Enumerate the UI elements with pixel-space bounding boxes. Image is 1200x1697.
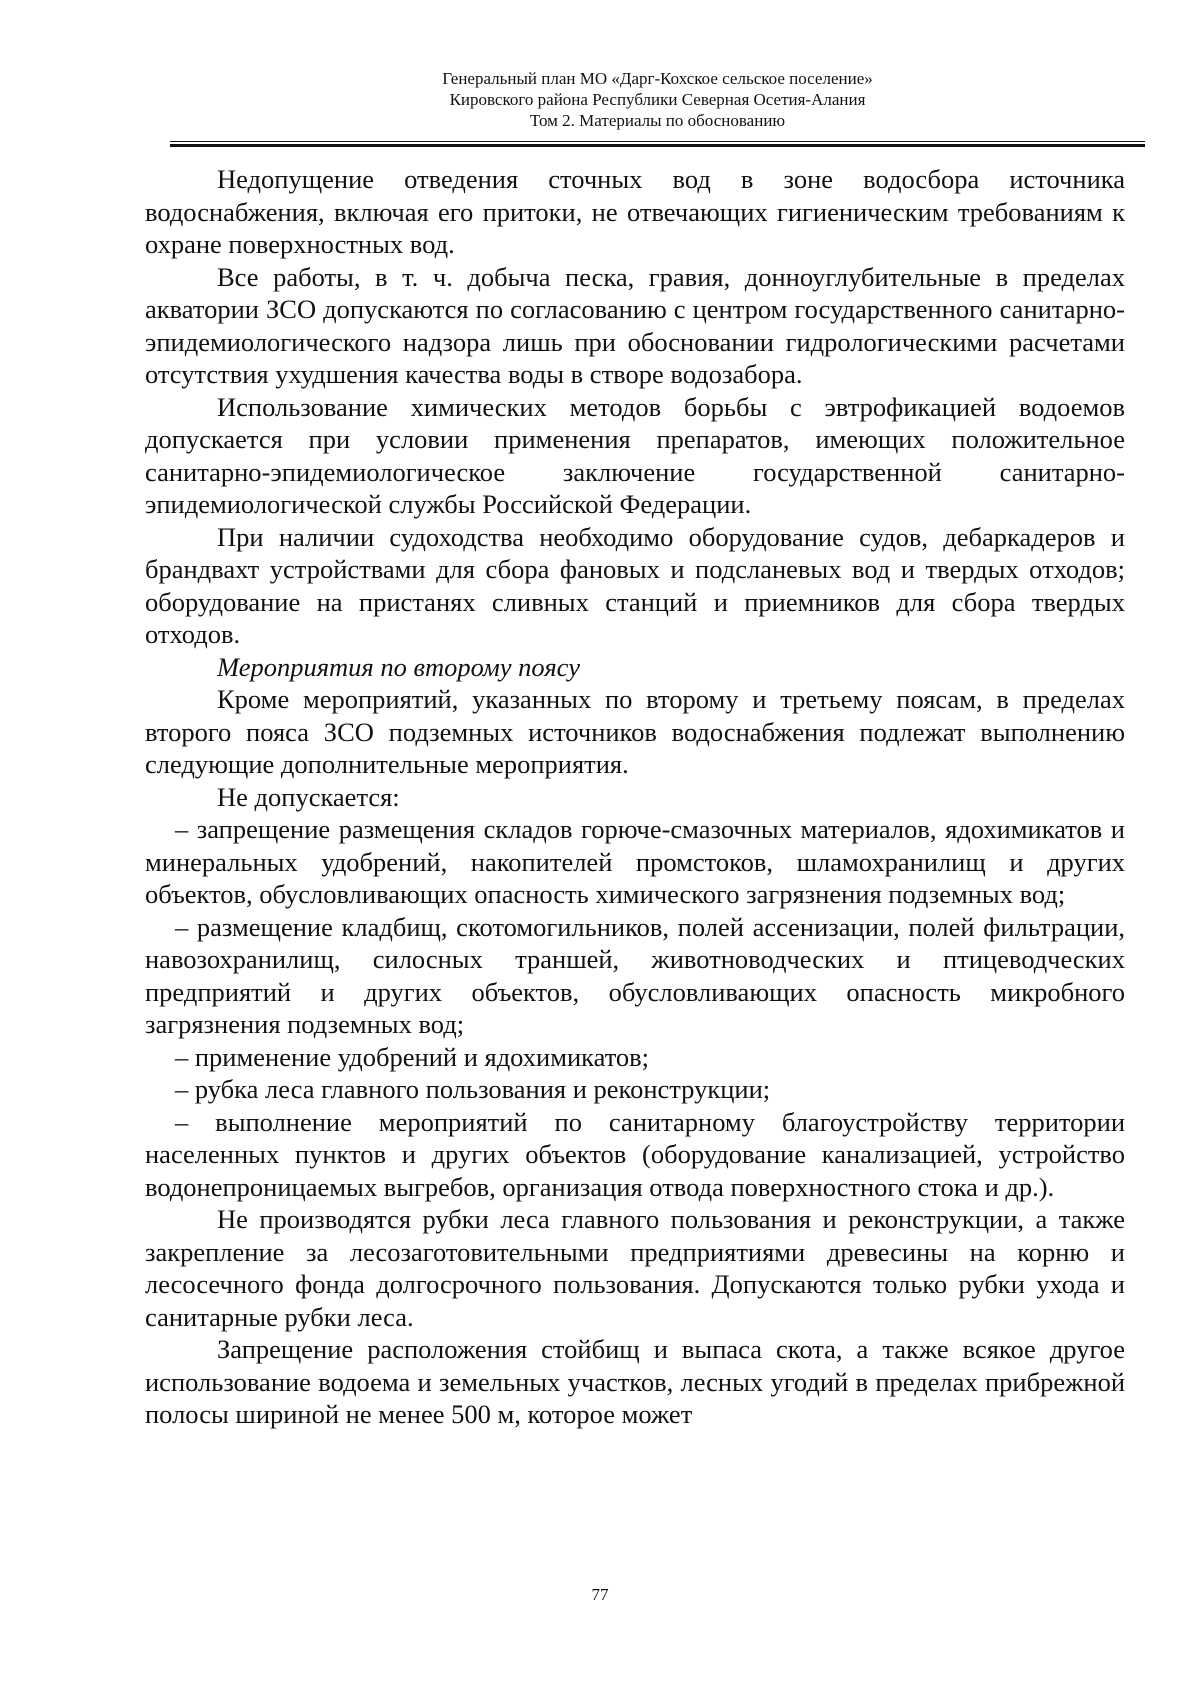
paragraph: Запрещение расположения стойбищ и выпаса скота, а также всякое другое использование водоема и земельных участков, лесных угодий в пределах прибрежной полосы шириной не менее 500 м, которое может xyxy=(145,1334,1125,1429)
document-body xyxy=(145,163,1125,1431)
paragraph: Не допускается: xyxy=(217,781,400,812)
list-item: – размещение кладбищ, скотомогильников, полей ассенизации, полей фильтрации, навозохранилищ, силосных траншей, животноводческих и птицеводческих предприятий и других объектов, обусловливающих опасность микробного загрязнения подземных вод; xyxy=(145,911,1125,1039)
list-item: – выполнение мероприятий по санитарному благоустройству территории населенных пунктов и других объектов (оборудование канализацией, устройство водонепроницаемых выгребов, организация отвода поверхностного стока и др.). xyxy=(145,1106,1125,1202)
section-heading: Мероприятия по второму поясу xyxy=(217,651,580,682)
list-item: – применение удобрений и ядохимикатов; xyxy=(175,1041,650,1072)
header-rule-thin xyxy=(170,141,1145,142)
header-line-3: Том 2. Материалы по обоснованию xyxy=(529,111,786,130)
paragraph: При наличии судоходства необходимо оборудование судов, дебаркадеров и брандвахт устройствами для сбора фановых и подсланевых вод и твердых отходов; оборудование на пристанях сливных станций и приемников для сбора твердых отходов. xyxy=(145,521,1125,649)
header-line-2: Кировского района Республики Северная Осетия-Алания xyxy=(449,90,866,109)
paragraph: Не производятся рубки леса главного пользования и реконструкции, а также закрепление за лесозаготовительными предприятиями древесины на корню и лесосечного фонда долгосрочного пользования. Допускаются только рубки ухода и санитарные рубки леса. xyxy=(145,1204,1125,1332)
list-item: – рубка леса главного пользования и реконструкции; xyxy=(175,1074,771,1104)
list-item: – запрещение размещения складов горюче-смазочных материалов, ядохимикатов и минеральных удобрений, накопителей промстоков, шламохранилищ и других объектов, обусловливающих опасность химического загрязнения подземных вод; xyxy=(145,814,1125,909)
document-header xyxy=(170,68,1145,131)
header-line-1: Генеральный план МО «Дарг-Кохское сельское поселение» xyxy=(442,69,873,88)
paragraph: Использование химических методов борьбы с эвтрофикацией водоемов допускается при условии применения препаратов, имеющих положительное санитарно-эпидемиологическое заключение государственной санитарно-эпидемиологической службы Российской Федерации. xyxy=(145,391,1125,519)
paragraph: Недопущение отведения сточных вод в зоне водосбора источника водоснабжения, включая его притоки, не отвечающих гигиеническим требованиям к охране поверхностных вод. xyxy=(145,164,1125,259)
paragraph: Все работы, в т. ч. добыча песка, гравия, донноуглубительные в пределах акватории ЗСО допускаются по согласованию с центром государственного санитарно-эпидемиологического надзора лишь при обосновании гидрологическими расчетами отсутствия ухудшения качества воды в створе водозабора. xyxy=(145,261,1125,389)
header-rule-thick xyxy=(170,144,1145,147)
page-number: 77 xyxy=(591,1585,609,1604)
paragraph: Кроме мероприятий, указанных по второму и третьему поясам, в пределах второго пояса ЗСО подземных источников водоснабжения подлежат выполнению следующие дополнительные мероприятия. xyxy=(145,684,1125,779)
